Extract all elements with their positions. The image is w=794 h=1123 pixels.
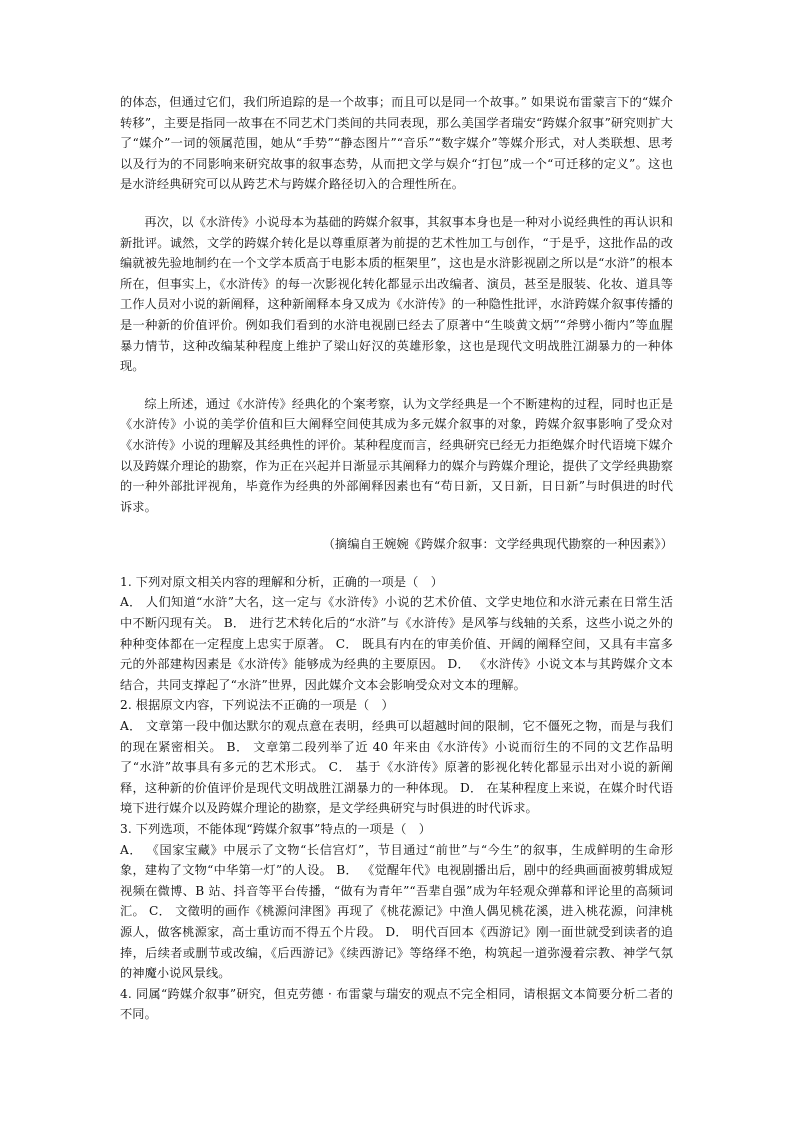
- question-3: [120, 819, 673, 984]
- article-paragraph-3: 综上所述，通过《水浒传》经典化的个案考察，认为文学经典是一个不断建构的过程，同时也正是《水浒传》小说的美学价值和巨大阐释空间使其成为多元媒介叙事的对象，跨媒介叙事影响了受众对《水浒传》小说的理解及其经典性的评价。某种程度而言，经典研究已经无力拒绝媒介时代语境下媒介以及跨媒介理论的勘察，作为正在兴起并日渐显示其阐释力的媒介与跨媒介理论，提供了文学经典勘察的一种外部批评视角，毕竟作为经典的外部阐释因素也有“苟日新，又日新，日日新”与时俱进的时代诉求。: [120, 396, 673, 514]
- document-body: [120, 92, 673, 1025]
- question-2-stem: 2. 根据原文内容，下列说法不正确的一项是（ ）: [120, 698, 394, 713]
- question-3-stem: 3. 下列选项，不能体现“跨媒介叙事”特点的一项是（ ）: [120, 822, 432, 836]
- question-4-stem: 4. 同属“跨媒介叙事”研究，但克劳德 · 布雷蒙与瑞安的观点不完全相同，请根据文本简要分析二者的不同。: [120, 986, 673, 1022]
- question-1-stem: 1. 下列对原文相关内容的理解和分析，正确的一项是（ ）: [120, 574, 443, 589]
- article-source-citation: （摘编自王婉婉《跨媒介叙事：文学经典现代勘察的一种因素》）: [322, 537, 673, 552]
- question-3-options: A． 《国家宝藏》中展示了文物“长信宫灯”，节目通过“前世”与“今生”的叙事，生成鲜明的生命形象，建构了文物“中华第一灯”的人设。 B． 《觉醒年代》电视剧播出后，剧中的经典画面被剪辑成短视频在微博、B 站、抖音等平台传播，“做有为青年”“吾辈自强”成为年轻观众弹幕和评论里的高频词汇。 C． 文徵明的画作《桃源问津图》再现了《桃花源记》中渔人偶见桃花溪，进入桃花源，问津桃源人，做客桃源家，高士重访而不得五个片段。 D． 明代百回本《西游记》刚一面世就受到读者的追捧，后续者或删节或改编，《后西游记》《续西游记》等络绎不绝，构筑起一道弥漫着宗教、神学气氛的神魔小说风景线。: [120, 842, 673, 981]
- question-2-options: A． 文章第一段中伽达默尔的观点意在表明，经典可以超越时间的限制，它不僵死之物，而是与我们的现在紧密相关。 B． 文章第二段列举了近 40 年来由《水浒传》小说而衍生的不同的文艺作品明了“水浒”故事具有多元的艺术形式。 C． 基于《水浒传》原著的影视化转化都显示出对小说的新阐释，这种新的价值评价是现代文明战胜江湖暴力的一种体现。 D． 在某种程度上来说，在媒介时代语境下进行媒介以及跨媒介理论的勘察，是文学经典研究与时俱进的时代诉求。: [120, 719, 673, 816]
- question-4: [120, 984, 673, 1025]
- question-1-options: A． 人们知道“水浒”大名，这一定与《水浒传》小说的艺术价值、文学史地位和水浒元素在日常生活中不断闪现有关。 B． 进行艺术转化后的“水浒”与《水浒传》是风筝与线轴的关系，这些小说之外的种种变体都在一定程度上忠实于原著。 C． 既具有内在的审美价值、开阔的阐释空间，又具有丰富多元的外部建构因素是《水浒传》能够成为经典的主要原因。 D． 《水浒传》小说文本与其跨媒介文本结合，共同支撑起了“水浒”世界，因此媒介文本会影响受众对文本的理解。: [120, 595, 673, 692]
- article-paragraph-1: 的体态，但通过它们，我们所追踪的是一个故事；而且可以是同一个故事。” 如果说布雷蒙言下的“媒介转移”，主要是指同一故事在不同艺术门类间的共同表现，那么美国学者瑞安“跨媒介叙事”研究则扩大了“媒介”一词的领属范围，她从“手势”“静态图片”“音乐”“数字媒介”等媒介形式，对人类联想、思考以及行为的不同影响来研究故事的叙事态势，从而把文学与娱介“打包”成一个“可迁移的定义”。这也是水浒经典研究可以从跨艺术与跨媒介路径切入的合理性所在。: [120, 95, 673, 192]
- question-2: [120, 695, 673, 819]
- question-1: [120, 572, 673, 696]
- article-paragraph-2: 再次，以《水浒传》小说母本为基础的跨媒介叙事，其叙事本身也是一种对小说经典性的再认识和新批评。诚然，文学的跨媒介转化是以尊重原著为前提的艺术性加工与创作，“于是乎，这批作品的改编就被先验地制约在一个文学本质高于电影本质的框架里”，这也是水浒影视剧之所以是“水浒”的根本所在，但事实上，《水浒传》的每一次影视化转化都显示出改编者、演员，甚至是服装、化妆、道具等工作人员对小说的新阐释，这种新阐释本身又成为《水浒传》的一种隐性批评，水浒跨媒介叙事传播的是一种新的价值评价。例如我们看到的水浒电视剧已经去了原著中“生啖黄文炳”“斧劈小衙内”等血腥暴力情节，这种改编某种程度上维护了梁山好汉的英雄形象，这也是现代文明战胜江湖暴力的一种体现。: [120, 214, 673, 374]
